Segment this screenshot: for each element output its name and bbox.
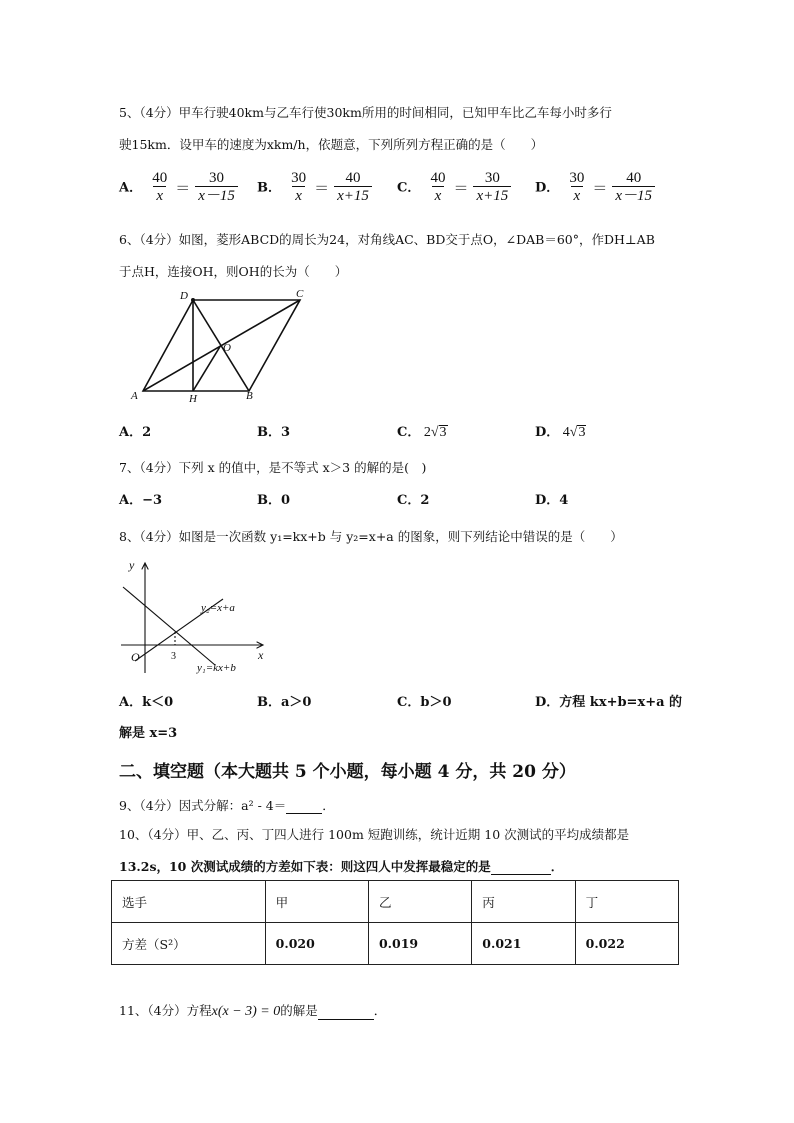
q8-option-c[interactable]: C．b＞0 bbox=[397, 695, 452, 710]
q5-line1: 5、（4分）甲车行驶40km与乙车行使30km所用的时间相同，已知甲车比乙车每小时多行 bbox=[119, 105, 612, 120]
q5-line2: 驶15km．设甲车的速度为xkm/h，依题意，下列所列方程正确的是（ ） bbox=[119, 137, 544, 152]
table-row bbox=[112, 923, 679, 965]
table-header-cell: 乙 bbox=[368, 881, 471, 923]
q6-line1: 6、（4分）如图，菱形ABCD的周长为24，对角线AC、BD交于点O，∠DAB＝60°，作DH⊥AB bbox=[119, 232, 655, 247]
section-title: 二、填空题（本大题共 5 个小题，每小题 4 分，共 20 分） bbox=[119, 762, 576, 782]
q6-option-d[interactable]: D． 4√3 bbox=[535, 425, 586, 440]
q5-option-c[interactable]: C． $\frac{40}{x}$ ＝ $\frac{30}{x+15}$ bbox=[397, 170, 513, 204]
q5-option-a[interactable]: A． $\frac{40}{x}$ ＝ $\frac{30}{x-15}$ bbox=[119, 170, 240, 204]
table-cell: 0.021 bbox=[472, 923, 575, 965]
q7-option-c[interactable]: C．2 bbox=[397, 493, 430, 508]
table-header-cell: 丁 bbox=[575, 881, 678, 923]
q7-option-a[interactable]: A．−3 bbox=[119, 493, 163, 508]
q5-option-b[interactable]: B． $\frac{30}{x}$ ＝ $\frac{40}{x+15}$ bbox=[257, 170, 374, 204]
table-header-cell: 甲 bbox=[265, 881, 368, 923]
table-cell: 0.020 bbox=[265, 923, 368, 965]
q7-line1: 7、（4分）下列 x 的值中，是不等式 x＞3 的解的是( ) bbox=[119, 460, 427, 475]
q7-option-b[interactable]: B．0 bbox=[257, 493, 291, 508]
table-cell: 0.022 bbox=[575, 923, 678, 965]
q11-line: 11、（4分）方程x(x − 3) = 0的解是 ． bbox=[119, 1003, 387, 1019]
q8-option-d-continued: 解是 x=3 bbox=[119, 726, 178, 741]
tick-3-label: 3 bbox=[171, 651, 176, 662]
table-header-cell: 丙 bbox=[472, 881, 575, 923]
q11-answer-blank[interactable] bbox=[318, 1004, 374, 1020]
label-b: B bbox=[246, 390, 253, 402]
table-cell: 0.019 bbox=[368, 923, 471, 965]
x-axis-label: x bbox=[258, 648, 264, 662]
label-a: A bbox=[131, 390, 138, 402]
line-y2-label: y₂=x+a bbox=[201, 602, 235, 614]
y-axis-label: y bbox=[129, 558, 135, 572]
q5-option-d[interactable]: D． $\frac{30}{x}$ ＝ $\frac{40}{x-15}$ bbox=[535, 170, 657, 204]
q8-option-a[interactable]: A．k＜0 bbox=[119, 695, 174, 710]
table-header-cell: 选手 bbox=[112, 881, 266, 923]
line-y1-label: y₁=kx+b bbox=[197, 662, 236, 674]
label-o: O bbox=[223, 342, 231, 354]
label-c: C bbox=[296, 288, 304, 300]
q10-answer-blank[interactable] bbox=[491, 859, 551, 875]
q10-line1: 10、（4分）甲、乙、丙、丁四人进行 100m 短跑训练，统计近期 10 次测试的平均成绩都是 bbox=[119, 827, 630, 842]
q9-line: 9、（4分）因式分解：a² - 4＝ ． bbox=[119, 798, 335, 813]
label-h: H bbox=[189, 393, 197, 405]
q10-line2: 13.2s，10 次测试成绩的方差如下表：则这四人中发挥最稳定的是 ． bbox=[119, 859, 564, 874]
origin-label: O bbox=[131, 650, 140, 664]
q8-line1: 8、（4分）如图是一次函数 y₁=kx+b 与 y₂=x+a 的图象，则下列结论中错误的是（ ） bbox=[119, 529, 623, 544]
q11-equation: x(x − 3) = 0 bbox=[211, 1004, 281, 1019]
label-d: D bbox=[180, 290, 188, 302]
q8-option-b[interactable]: B．a＞0 bbox=[257, 695, 312, 710]
segment-oh bbox=[193, 345, 221, 391]
q6-option-c[interactable]: C． 2√3 bbox=[397, 425, 447, 440]
variance-table bbox=[111, 880, 679, 965]
q9-answer-blank[interactable] bbox=[286, 798, 322, 814]
q6-line2: 于点H，连接OH，则OH的长为（ ） bbox=[119, 264, 348, 279]
q6-option-a[interactable]: A．2 bbox=[119, 425, 152, 440]
q8-option-d[interactable]: D．方程 kx+b=x+a 的 bbox=[535, 695, 683, 710]
table-row-label: 方差（S²） bbox=[112, 923, 266, 965]
table-row bbox=[112, 881, 679, 923]
q7-option-d[interactable]: D．4 bbox=[535, 493, 569, 508]
linear-graph bbox=[115, 555, 275, 680]
q6-option-b[interactable]: B．3 bbox=[257, 425, 291, 440]
rhombus-figure bbox=[125, 285, 315, 405]
